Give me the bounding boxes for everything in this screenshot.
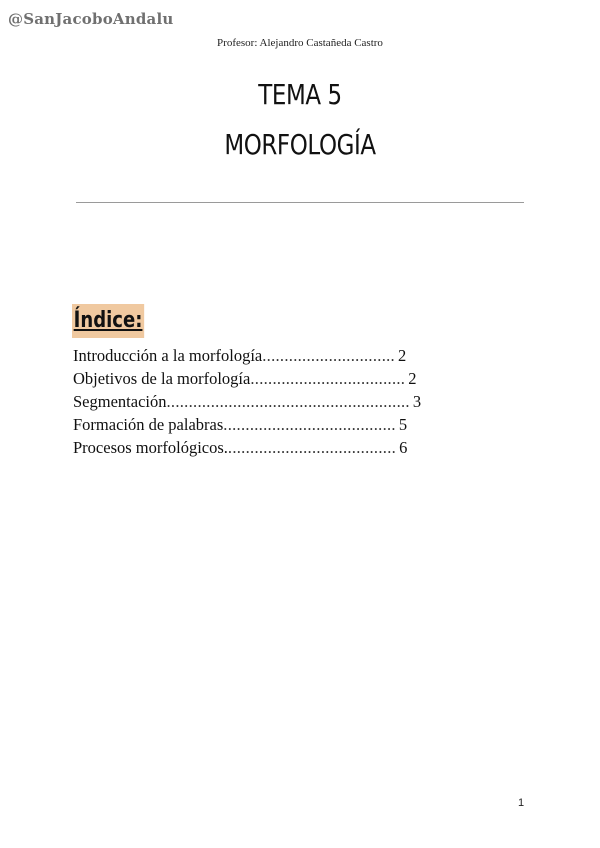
- toc-entry-leader: .......................................: [223, 415, 396, 434]
- title-line-2: MORFOLOGÍA: [224, 128, 376, 161]
- toc-entry-title: Objetivos de la morfología: [73, 369, 251, 388]
- toc-entry-title: Introducción a la morfología: [73, 346, 263, 365]
- watermark: @SanJacoboAndalu: [8, 10, 174, 28]
- toc-entry-leader: ..............................: [262, 346, 395, 365]
- page-header: Profesor: Alejandro Castañeda Castro: [217, 37, 383, 49]
- toc-entry[interactable]: [73, 390, 453, 413]
- toc-entry[interactable]: [73, 344, 453, 367]
- toc-entry-leader: .......................................................: [166, 392, 410, 411]
- horizontal-divider: [76, 202, 524, 203]
- table-of-contents: [73, 344, 453, 459]
- toc-entry-leader: ......................................: [227, 438, 397, 457]
- toc-entry[interactable]: [73, 367, 453, 390]
- toc-entry-page: 6: [399, 438, 408, 457]
- toc-entry-page: 5: [398, 415, 408, 434]
- toc-entry-title: Formación de palabras: [73, 415, 224, 434]
- toc-entry-title: Segmentación: [73, 392, 167, 411]
- index-heading: Índice:: [72, 304, 144, 338]
- toc-entry[interactable]: [73, 413, 453, 436]
- toc-entry-title: Procesos morfológicos.: [73, 438, 228, 457]
- page-number: 1: [518, 797, 525, 809]
- toc-entry[interactable]: [73, 436, 453, 459]
- title-line-1: TEMA 5: [258, 78, 342, 111]
- toc-entry-page: 2: [408, 369, 417, 388]
- toc-entry-page: 2: [397, 346, 407, 365]
- toc-entry-leader: ...................................: [250, 369, 406, 388]
- toc-entry-page: 3: [412, 392, 422, 411]
